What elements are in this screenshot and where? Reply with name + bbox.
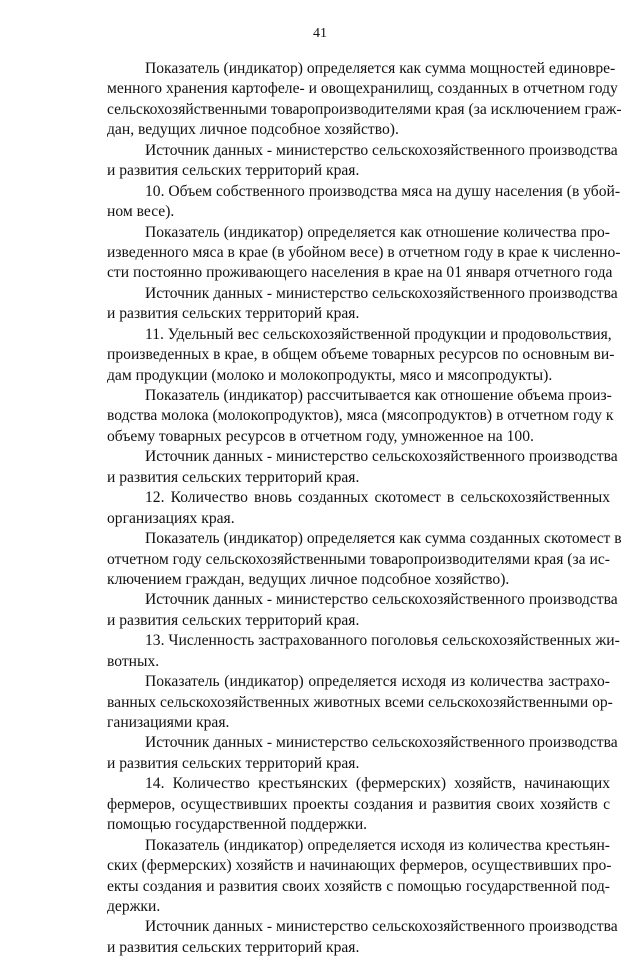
- text-line: объему товарных ресурсов в отчетном году, умноженное на 100.: [107, 427, 534, 445]
- text-line: ванных сельскохозяйственных животных всеми сельскохозяйственными ор-: [107, 693, 613, 711]
- text-line: и развития сельских территорий края.: [107, 754, 360, 772]
- text-line: держки.: [107, 897, 161, 915]
- text-line: изведенного мяса в крае (в убойном весе) в отчетном году в крае к численно-: [107, 243, 621, 261]
- text-line: и развития сельских территорий края.: [107, 611, 360, 629]
- text-line: организациях края.: [107, 509, 235, 527]
- text-line: Источник данных - министерство сельскохозяйственного производства: [145, 284, 618, 302]
- text-line: и развития сельских территорий края.: [107, 305, 360, 323]
- text-line: Источник данных - министерство сельскохозяйственного производства: [145, 918, 618, 936]
- text-line: ключением граждан, ведущих личное подсобное хозяйство).: [107, 570, 510, 588]
- text-line: 10. Объем собственного производства мяса на душу населения (в убой-: [145, 182, 621, 200]
- text-line: ганизациями края.: [107, 714, 230, 731]
- page-number: 41: [313, 26, 327, 41]
- text-line: Показатель (индикатор) определяется как отношение количества про-: [145, 223, 610, 241]
- text-line: дам продукции (молоко и молокопродукты, мясо и мясопродукты).: [107, 366, 553, 384]
- text-line: Источник данных - министерство сельскохозяйственного производства: [145, 141, 618, 159]
- text-line: дан, ведущих личное подсобное хозяйство).: [107, 121, 399, 139]
- text-line: и развития сельских территорий края.: [107, 938, 360, 956]
- text-line: и развития сельских территорий края.: [107, 162, 360, 180]
- text-line: и развития сельских территорий края.: [107, 468, 360, 486]
- text-line: Показатель (индикатор) определяется исходя из количества крестьян-: [145, 836, 610, 854]
- text-line: Показатель (индикатор) рассчитывается как отношение объема произ-: [145, 387, 612, 404]
- text-line: Источник данных - министерство сельскохозяйственного производства: [145, 448, 618, 466]
- text-line: Источник данных - министерство сельскохозяйственного производства: [145, 591, 618, 609]
- text-line: 11. Удельный вес сельскохозяйственной продукции и продовольствия,: [145, 325, 612, 343]
- text-line: екты создания и развития своих хозяйств с помощью государственной под-: [107, 877, 610, 895]
- document-body: [107, 59, 622, 958]
- text-line: вотных.: [107, 652, 160, 670]
- text-line: Показатель (индикатор) определяется исходя из количества застрахо-: [145, 673, 610, 691]
- text-line: помощью государственной поддержки.: [107, 816, 368, 834]
- text-line: фермеров, осуществивших проекты создания и развития своих хозяйств с: [107, 795, 610, 813]
- text-line: 14. Количество крестьянских (фермерских) хозяйств, начинающих: [145, 775, 610, 793]
- text-line: ном весе).: [107, 203, 175, 221]
- text-line: Показатель (индикатор) определяется как сумма созданных скотомест в: [145, 530, 622, 548]
- text-line: произведенных в крае, в общем объеме товарных ресурсов по основным ви-: [107, 346, 615, 364]
- text-line: Показатель (индикатор) определяется как сумма мощностей единовре-: [145, 60, 616, 77]
- text-line: отчетном году сельскохозяйственными товаропроизводителями края (за ис-: [107, 550, 610, 568]
- text-line: 12. Количество вновь созданных скотомест в сельскохозяйственных: [145, 489, 610, 507]
- text-line: 13. Численность застрахованного поголовья сельскохозяйственных жи-: [145, 632, 620, 650]
- text-line: сти постоянно проживающего населения в крае на 01 января отчетного года: [107, 264, 613, 282]
- text-line: сельскохозяйственными товаропроизводителями края (за исключением граж-: [107, 100, 622, 118]
- text-line: водства молока (молокопродуктов), мяса (мясопродуктов) в отчетном году к: [107, 407, 614, 425]
- text-line: ских (фермерских) хозяйств и начинающих фермеров, осуществивших про-: [107, 857, 612, 875]
- text-line: Источник данных - министерство сельскохозяйственного производства: [145, 734, 618, 752]
- text-line: менного хранения картофеле- и овощехранилищ, созданных в отчетном году: [107, 80, 618, 98]
